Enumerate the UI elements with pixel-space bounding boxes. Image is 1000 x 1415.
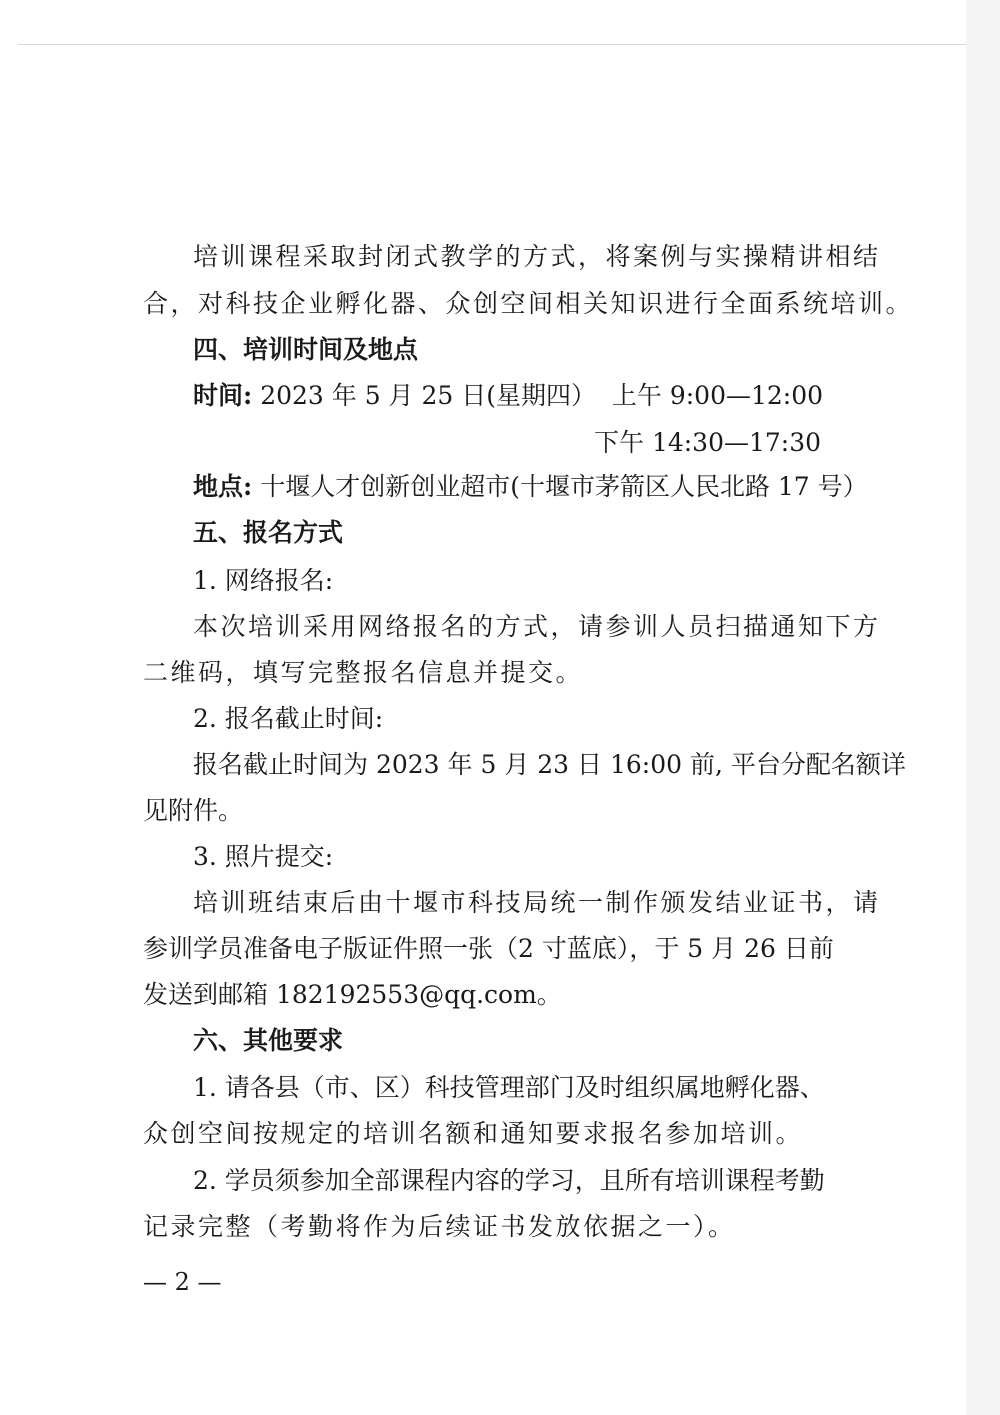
paragraph-line: 参训学员准备电子版证件照一张（2 寸蓝底），于 5 月 26 日前 (143, 934, 834, 963)
page-number: — 2 — (143, 1268, 222, 1296)
paragraph-line: 2. 学员须参加全部课程内容的学习，且所有培训课程考勤 (193, 1166, 825, 1195)
subsection-title-1: 1. 网络报名: (193, 566, 334, 595)
paragraph-line: 二维码，填写完整报名信息并提交。 (143, 658, 584, 687)
subsection-title-2: 2. 报名截止时间: (193, 704, 384, 733)
paragraph-line: 报名截止时间为 2023 年 5 月 23 日 16:00 前, 平台分配名额详 (193, 750, 906, 779)
place-row (193, 472, 868, 502)
paragraph-line: 培训课程采取封闭式教学的方式，将案例与实操精讲相结 (193, 242, 881, 271)
place-value: 十堰人才创新创业超市(十堰市茅箭区人民北路 17 号） (260, 472, 868, 501)
paragraph-line: 众创空间按规定的培训名额和通知要求报名参加培训。 (143, 1119, 804, 1148)
paragraph-line: 记录完整（考勤将作为后续证书发放依据之一）。 (143, 1212, 736, 1241)
time-row (193, 381, 823, 411)
section-heading-5: 五、报名方式 (193, 518, 344, 547)
time-label: 时间: (193, 381, 253, 410)
section-heading-4: 四、培训时间及地点 (193, 335, 419, 364)
time-value: 2023 年 5 月 25 日(星期四） 上午 9:00—12:00 (260, 381, 824, 410)
time-afternoon: 下午 14:30—17:30 (594, 428, 822, 457)
top-rule (18, 44, 966, 45)
paragraph-line: 见附件。 (143, 796, 244, 825)
paragraph-line: 培训班结束后由十堰市科技局统一制作颁发结业证书，请 (193, 888, 881, 917)
section-heading-6: 六、其他要求 (193, 1026, 344, 1055)
place-label: 地点: (193, 472, 253, 501)
paragraph-line: 发送到邮箱 182192553@qq.com。 (143, 980, 562, 1009)
paragraph-line: 1. 请各县（市、区）科技管理部门及时组织属地孵化器、 (193, 1073, 825, 1102)
subsection-title-3: 3. 照片提交: (193, 842, 334, 871)
paragraph-line: 合，对科技企业孵化器、众创空间相关知识进行全面系统培训。 (143, 289, 914, 318)
paragraph-line: 本次培训采用网络报名的方式，请参训人员扫描通知下方 (193, 612, 881, 641)
scan-edge (966, 0, 1000, 1415)
